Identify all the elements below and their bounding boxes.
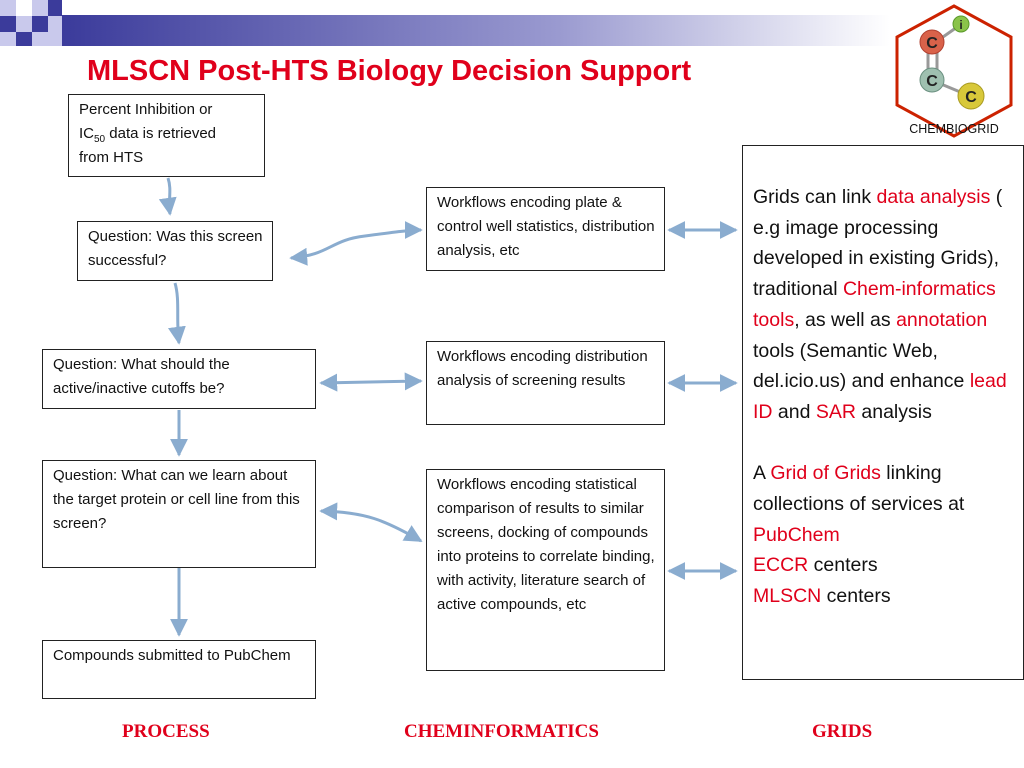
process-step-text: Compounds submitted to PubChem xyxy=(53,647,291,664)
grids-description xyxy=(742,145,1024,680)
grids-paragraph-2: A Grid of Grids linking collections of services at PubChem ECCR centers MLSCN centers xyxy=(753,462,965,608)
arrow-link-2 xyxy=(321,381,421,383)
column-label-grids: GRIDS xyxy=(812,721,873,742)
logo-atom-label: C xyxy=(926,73,938,90)
process-step-text: Question: What can we learn about the target protein or cell line from this screen? xyxy=(53,467,300,532)
process-step-pubchem xyxy=(42,640,316,699)
workflow-statistical-comparison xyxy=(426,469,665,671)
arrow-process-2 xyxy=(175,283,179,343)
process-step-cutoffs xyxy=(42,349,316,409)
process-step-text: from HTS xyxy=(79,149,144,166)
workflow-text: Workflows encoding plate & control well statistics, distribution analysis, etc xyxy=(437,194,655,259)
highlight-mlscn: MLSCN xyxy=(753,585,822,608)
highlight-pubchem: PubChem xyxy=(753,523,840,546)
process-step-subscript: 50 xyxy=(94,134,106,145)
grids-paragraph-1: Grids can link data analysis ( e.g image processing developed in existing Grids), traditional Chem-informatics tools, as well as annotation tools (Semantic Web, del.icio.us) and enhance lead ID and SAR analysis xyxy=(753,186,1007,423)
highlight-annotation: annotation xyxy=(896,308,988,331)
arrow-process-1 xyxy=(168,178,170,214)
column-label-process: PROCESS xyxy=(122,721,210,742)
workflow-text: Workflows encoding distribution analysis of screening results xyxy=(437,348,648,389)
page-title: MLSCN Post-HTS Biology Decision Support xyxy=(87,55,692,87)
highlight-sar: SAR xyxy=(815,400,856,423)
workflow-plate-statistics xyxy=(426,187,665,271)
logo-atom-label: C xyxy=(926,35,938,52)
process-step-text: Question: What should the active/inactive cutoffs be? xyxy=(53,356,230,397)
highlight-data-analysis: data analysis xyxy=(876,186,991,208)
process-step-text: Percent Inhibition or xyxy=(79,101,213,118)
arrow-link-3 xyxy=(321,511,421,541)
highlight-cheminformatics-tools: Chem-informatics tools xyxy=(753,278,996,331)
process-step-text: data is retrieved xyxy=(105,125,217,142)
workflow-text: Workflows encoding statistical comparison of results to similar screens, docking of compounds into proteins to correlate binding, with activity, literature search of active compounds, etc xyxy=(437,476,655,613)
column-label-cheminformatics: CHEMINFORMATICS xyxy=(404,721,599,742)
logo-atom-label: i xyxy=(959,18,963,32)
process-step-text: Question: Was this screen successful? xyxy=(88,228,263,269)
highlight-grid-of-grids: Grid of Grids xyxy=(770,462,881,485)
logo-label: CHEMBIOGRID xyxy=(909,122,999,136)
process-step-text: IC xyxy=(79,125,94,142)
process-step-target-protein xyxy=(42,460,316,568)
highlight-eccr: ECCR xyxy=(753,554,809,577)
highlight-lead-id: lead ID xyxy=(753,370,1007,423)
process-step-hts xyxy=(68,94,265,177)
logo-atom-label: C xyxy=(965,89,977,106)
arrow-link-1 xyxy=(291,230,421,258)
workflow-distribution-analysis xyxy=(426,341,665,425)
process-step-screen-success xyxy=(77,221,273,281)
